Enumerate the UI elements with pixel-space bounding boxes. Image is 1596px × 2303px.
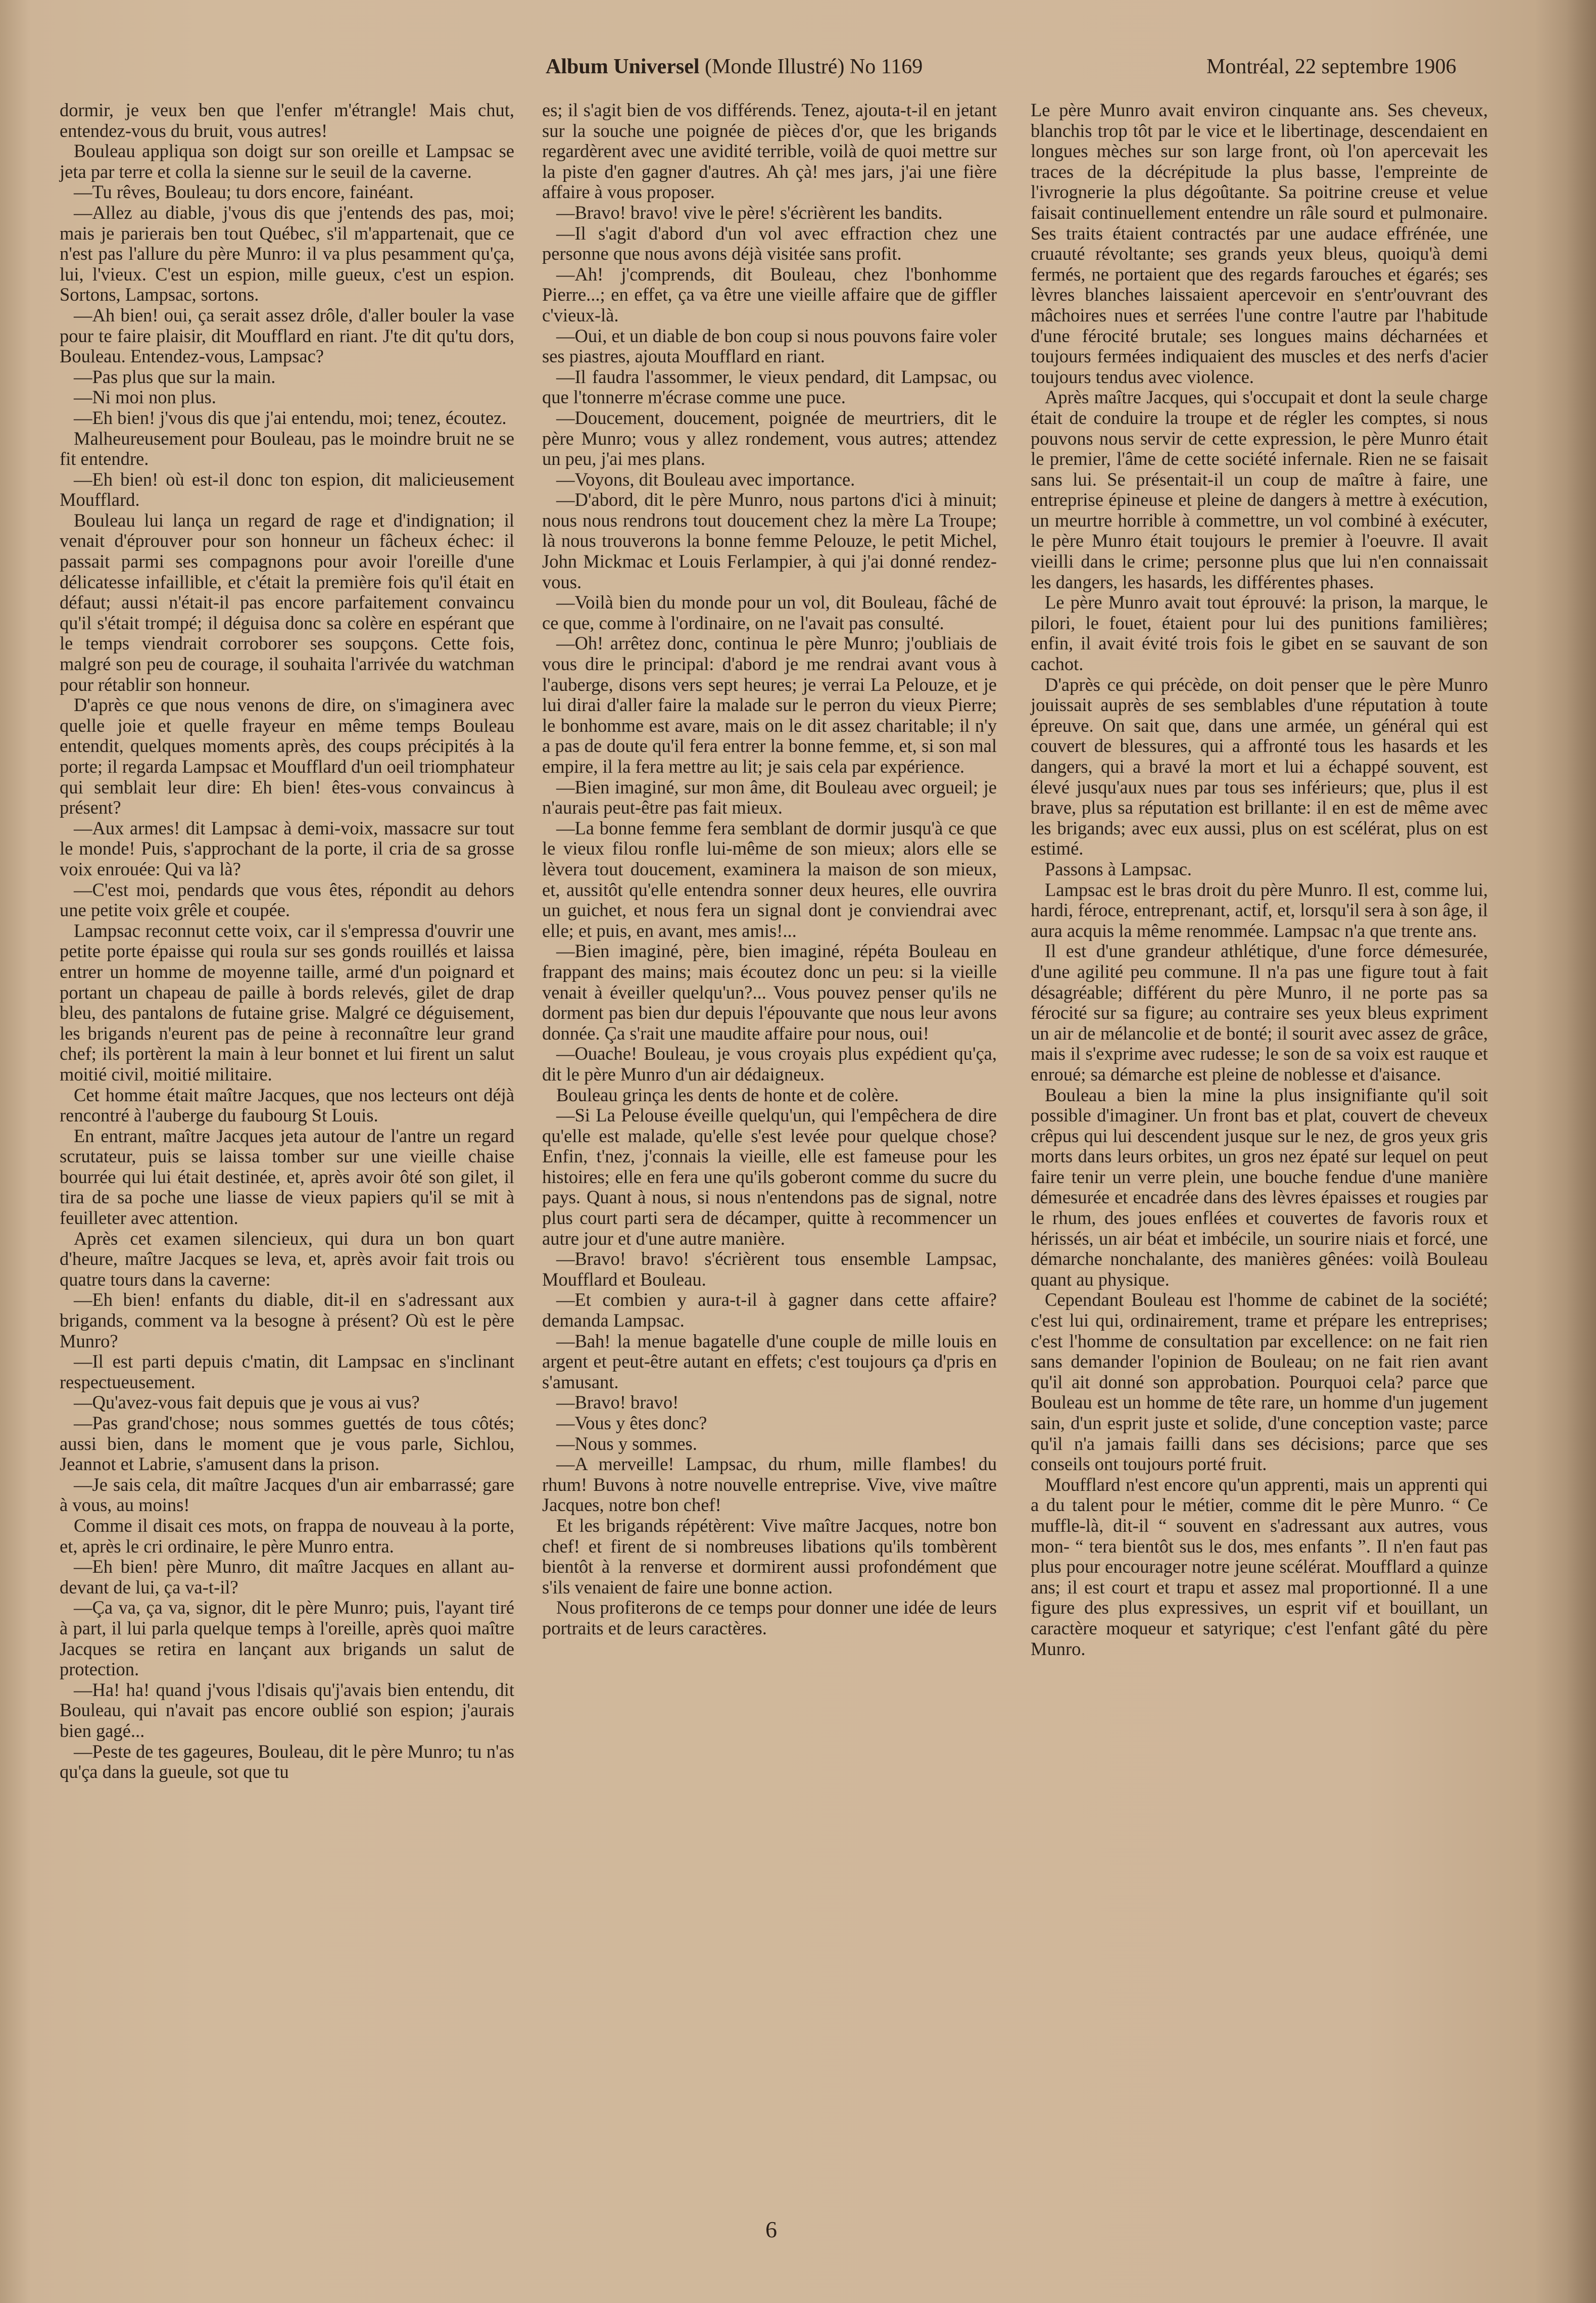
- page-number: 6: [765, 2217, 777, 2242]
- paragraph: D'après ce qui précède, on doit penser que le père Munro jouissait auprès de ses semblables d'une réputation à toute épreuve. On sait que, dans une armée, un général qui est couvert de blessures, qui a affronté tous les hasards et les dangers, qui a bravé la mort et lui a échappé souvent, est élevé jusqu'aux nues par tous ses inférieurs; que, plus il est brave, plus sa réputation est brillante: il en est de même avec les brigands; avec eux aussi, plus on est scélérat, plus on est estimé.: [1031, 674, 1488, 859]
- paragraph: —Bien imaginé, sur mon âme, dit Bouleau avec orgueil; je n'aurais peut-être pas fait mieux.: [542, 776, 997, 818]
- paragraph: Après maître Jacques, qui s'occupait et dont la seule charge était de conduire la troupe et de régler les comptes, si nous pouvons nous servir de cette expression, le père Munro était le premier, l'âme de cette société infernale. Rien ne se faisait sans lui. Se présentait-il un coup de maître à faire, une entreprise épineuse et pleine de dangers à mettre à exécution, un meurtre horrible à commettre, un vol combiné à exécuter, le père Munro était toujours le premier à l'oeuvre. Il avait vieilli dans le crime; personne plus que lui n'en connaissait les dangers, les hasards, les différentes phases.: [1031, 387, 1488, 592]
- paragraph: Lampsac reconnut cette voix, car il s'empressa d'ouvrir une petite porte épaisse qui roula sur ses gonds rouillés et laissa entrer un homme de moyenne taille, armé d'un poignard et portant un chapeau de paille à bords relevés, gilet de drap bleu, des pantalons de futaine grise. Malgré ce déguisement, les brigands n'eurent pas de peine à reconnaître leur grand chef; ils portèrent la main à leur bonnet et lui firent un salut moitié civil, moitié militaire.: [60, 920, 514, 1085]
- paragraph: —Et combien y aura-t-il à gagner dans cette affaire? demanda Lampsac.: [542, 1289, 997, 1331]
- paragraph: —Si La Pelouse éveille quelqu'un, qui l'empêchera de dire qu'elle est malade, qu'elle s'est levée pour quelque chose? Enfin, t'nez, j'connais la vieille, elle est fameuse pour les histoires; elle en fera une qu'ils goberont comme du sucre du pays. Quant à nous, si nous n'entendons pas de signal, notre plus court parti sera de décamper, quitte à recommencer un autre jour et d'une autre manière.: [542, 1105, 997, 1249]
- paragraph: Après cet examen silencieux, qui dura un bon quart d'heure, maître Jacques se leva, et, après avoir fait trois ou quatre tours dans la caverne:: [60, 1228, 514, 1290]
- paragraph: —A merveille! Lampsac, du rhum, mille flambes! du rhum! Buvons à notre nouvelle entreprise. Vive, vive maître Jacques, notre bon chef!: [542, 1453, 997, 1516]
- paragraph: —Oh! arrêtez donc, continua le père Munro; j'oubliais de vous dire le principal: d'abord je me rendrai avant vous à l'auberge, disons vers sept heures; je verrai La Pelouze, et je lui dirai d'aller faire la malade sur le perron du vieux Pierre; le bonhomme est avare, mais on le dit assez charitable; il n'y a pas de doute qu'il fera entrer la bonne femme, et, si son mal empire, il la fera mettre au lit; je sais cela par expérience.: [542, 633, 997, 777]
- paragraph: —Voyons, dit Bouleau avec importance.: [556, 468, 855, 490]
- paragraph: Comme il disait ces mots, on frappa de nouveau à la porte, et, après le cri ordinaire, le père Munro entra.: [60, 1515, 514, 1557]
- paragraph: —Il faudra l'assommer, le vieux pendard, dit Lampsac, ou que l'tonnerre m'écrase comme une puce.: [542, 366, 997, 408]
- paragraph: Lampsac est le bras droit du père Munro. Il est, comme lui, hardi, féroce, entreprenant, actif, et, lorsqu'il sera à son âge, il aura acquis la même renommée. Lampsac n'a que trente ans.: [1031, 879, 1488, 941]
- paragraph: Bouleau appliqua son doigt sur son oreille et Lampsac se jeta par terre et colla la sienne sur le seuil de la caverne.: [60, 140, 514, 182]
- paragraph: Bouleau lui lança un regard de rage et d'indignation; il venait d'éprouver pour son honneur un fâcheux échec: il passait parmi ses compagnons pour avoir l'oreille d'une délicatesse infaillible, et c'était la première fois qu'il était en défaut; aussi n'était-il pas encore parfaitement convaincu qu'il s'était trompé; il déguisa donc sa colère en espérant que le temps viendrait corroborer ses soupçons. Cette fois, malgré son peu de courage, il souhaita l'arrivée du watchman pour rétablir son honneur.: [60, 509, 514, 695]
- paragraph: —Je sais cela, dit maître Jacques d'un air embarrassé; gare à vous, au moins!: [60, 1474, 514, 1516]
- paragraph: —Bravo! bravo! s'écrièrent tous ensemble Lampsac, Moufflard et Bouleau.: [542, 1248, 997, 1290]
- paragraph: —Eh bien! j'vous dis que j'ai entendu, moi; tenez, écoutez.: [74, 407, 507, 428]
- publication-title: Album Universel: [546, 55, 700, 78]
- paragraph: Cependant Bouleau est l'homme de cabinet de la société; c'est lui qui, ordinairement, trame et prépare les entreprises; c'est l'homme de consultation par excellence: on ne fait rien sans demander l'opinion de Bouleau; on ne fait rien avant qu'il ait donné son approbation. Pourquoi cela? parce que Bouleau est un homme de tête rare, un homme d'un jugement sain, d'un esprit juste et solide, d'une conception vaste; parce qu'il n'a jamais failli dans ses décisions; parce que ses conseils ont toujours porté fruit.: [1031, 1289, 1488, 1475]
- paragraph: —Ouache! Bouleau, je vous croyais plus expédient qu'ça, dit le père Munro d'un air dédaigneux.: [542, 1043, 997, 1085]
- paragraph: Et les brigands répétèrent: Vive maître Jacques, notre bon chef! et firent de si nombreuses libations qu'ils tombèrent bientôt à la renverse et dormirent aussi profondément que s'ils venaient de faire une bonne action.: [542, 1515, 997, 1597]
- paragraph: Passons à Lampsac.: [1045, 858, 1192, 879]
- paragraph: —Peste de tes gageures, Bouleau, dit le père Munro; tu n'as qu'ça dans la gueule, sot que tu: [60, 1741, 514, 1782]
- paragraph: —D'abord, dit le père Munro, nous partons d'ici à minuit; nous nous rendrons tout doucement chez la mère La Troupe; là nous trouverons la bonne femme Pelouze, le petit Michel, John Mickmac et Louis Ferlampier, à qui j'ai donné rendez-vous.: [542, 489, 997, 592]
- paragraph: —Oui, et un diable de bon coup si nous pouvons faire voler ses piastres, ajouta Moufflard en riant.: [542, 325, 997, 367]
- paragraph: —Il est parti depuis c'matin, dit Lampsac en s'inclinant respectueusement.: [60, 1351, 514, 1392]
- paragraph: —Pas grand'chose; nous sommes guettés de tous côtés; aussi bien, dans le moment que je vous parle, Sichlou, Jeannot et Labrie, s'amusent dans la prison.: [60, 1413, 514, 1475]
- paragraph: es; il s'agit bien de vos différends. Tenez, ajouta-t-il en jetant sur la souche une poignée de pièces d'or, que les brigands regardèrent avec une avidité terrible, voilà de quoi mettre sur la piste d'en gagner d'autres. Ah çà! mes jars, j'ai une fière affaire à vous proposer.: [542, 100, 997, 203]
- paragraph: —Voilà bien du monde pour un vol, dit Bouleau, fâché de ce que, comme à l'ordinaire, on ne l'avait pas consulté.: [542, 592, 997, 633]
- paragraph: —Bravo! bravo!: [556, 1392, 679, 1413]
- paragraph: —Eh bien! où est-il donc ton espion, dit malicieusement Moufflard.: [60, 468, 514, 510]
- paragraph: —Ah bien! oui, ça serait assez drôle, d'aller bouler la vase pour te faire plaisir, dit Moufflard en riant. J'te dit qu'tu dors, Bouleau. Entendez-vous, Lampsac?: [60, 304, 514, 367]
- paragraph: —Eh bien! père Munro, dit maître Jacques en allant au-devant de lui, ça va-t-il?: [60, 1556, 514, 1597]
- paragraph: Il est d'une grandeur athlétique, d'une force démesurée, d'une agilité peu commune. Il n'a pas une figure tout à fait désagréable; différent du père Munro, il ne porte pas sa férocité sur sa figure; au contraire ses yeux bleus expriment un air de mélancolie et de bonté; il sourit avec assez de grâce, mais il s'exprime avec rudesse; le son de sa voix est rauque et enroué; sa démarche est pleine de noblesse et d'aisance.: [1031, 941, 1488, 1085]
- page-header: [0, 55, 1596, 85]
- paragraph: Nous profiterons de ce temps pour donner une idée de leurs portraits et de leurs caractères.: [542, 1597, 997, 1638]
- text-column-3: [1031, 100, 1488, 1659]
- paragraph: —Allez au diable, j'vous dis que j'entends des pas, moi; mais je parierais ben tout Québec, s'il m'appartenait, que ce n'est pas l'allure du père Munro: il va plus pesamment qu'ça, lui, l'vieux. C'est un espion, mille gueux, c'est un espion. Sortons, Lampsac, sortons.: [60, 202, 514, 305]
- text-column-1: [60, 100, 514, 1782]
- paragraph: dormir, je veux ben que l'enfer m'étrangle! Mais chut, entendez-vous du bruit, vous autres!: [60, 100, 514, 141]
- paragraph: —Ni moi non plus.: [74, 387, 216, 408]
- paragraph: —Vous y êtes donc?: [556, 1413, 707, 1433]
- paragraph: D'après ce que nous venons de dire, on s'imaginera avec quelle joie et quelle frayeur en même temps Bouleau entendit, quelques moments après, des coups précipités à la porte; il regarda Lampsac et Moufflard d'un oeil triomphateur qui semblait leur dire: Eh bien! êtes-vous convaincus à présent?: [60, 694, 514, 818]
- paragraph: —Ha! ha! quand j'vous l'disais qu'j'avais bien entendu, dit Bouleau, qui n'avait pas encore oublié son espion; j'aurais bien gagé...: [60, 1679, 514, 1741]
- text-column-2: [542, 100, 997, 1639]
- paragraph: En entrant, maître Jacques jeta autour de l'antre un regard scrutateur, puis se laissa tomber sur une vieille chaise bourrée qui lui était destinée, et, après avoir ôté son gilet, il tira de sa poche une liasse de vieux papiers qu'il se mit à feuilleter avec attention.: [60, 1125, 514, 1229]
- paragraph: Bouleau a bien la mine la plus insignifiante qu'il soit possible d'imaginer. Un front bas et plat, couvert de cheveux crêpus qui lui descendent jusque sur le nez, de gros yeux gris morts dans leurs orbites, un gros nez épaté sur lequel on peut faire tenir un verre plein, une bouche fendue d'une manière démesurée et encadrée dans des lèvres épaisses et rougies par le rhum, des joues enflées et couvertes de favoris roux et hérissés, un air béat et imbécile, un sourire niais et forcé, une démarche nonchalante, des manières gênées: voilà Bouleau quant au physique.: [1031, 1084, 1488, 1290]
- paragraph: Bouleau grinça les dents de honte et de colère.: [556, 1084, 899, 1105]
- paragraph: —Tu rêves, Bouleau; tu dors encore, fainéant.: [74, 181, 414, 203]
- paragraph: Malheureusement pour Bouleau, pas le moindre bruit ne se fit entendre.: [60, 428, 514, 469]
- masthead: [546, 55, 923, 79]
- paragraph: —Pas plus que sur la main.: [74, 366, 276, 387]
- paragraph: —C'est moi, pendards que vous êtes, répondit au dehors une petite voix grêle et coupée.: [60, 879, 514, 921]
- paragraph: —Ça va, ça va, signor, dit le père Munro; puis, l'ayant tiré à part, il lui parla quelque temps à l'oreille, après quoi maître Jacques se retira en lançant aux brigands un salut de protection.: [60, 1597, 514, 1680]
- paragraph: —Eh bien! enfants du diable, dit-il en s'adressant aux brigands, comment va la besogne à présent? Où est le père Munro?: [60, 1289, 514, 1351]
- paragraph: Moufflard n'est encore qu'un apprenti, mais un apprenti qui a du talent pour le métier, comme dit le père Munro. “ Ce muffle-là, dit-il “ souvent en s'adressant aux autres, vous mon- “ tera bientôt sus le dos, mes enfants ”. Il n'en faut pas plus pour encourager notre jeune scélérat. Moufflard a quinze ans; il est court et trapu et assez mal proportionné. Il a une figure des plus expressives, un esprit vif et bouillant, un caractère moqueur et satyrique; c'est l'enfant gâté du père Munro.: [1031, 1474, 1488, 1659]
- issue-date: Montréal, 22 septembre 1906: [1206, 55, 1457, 78]
- paragraph: —Bien imaginé, père, bien imaginé, répéta Bouleau en frappant des mains; mais écoutez donc un peu: si la vieille venait à éveiller quelqu'un?... Vous pouvez penser qu'ils ne dorment pas bien dur depuis l'épouvante que nous leur avons donnée. Ça s'rait une maudite affaire pour nous, oui!: [542, 941, 997, 1044]
- paragraph: —Bah! la menue bagatelle d'une couple de mille louis en argent et peut-être autant en effets; c'est toujours ça d'pris en s'amusant.: [542, 1330, 997, 1392]
- paragraph: —Ah! j'comprends, dit Bouleau, chez l'bonhomme Pierre...; en effet, ça va être une vieille affaire que de giffler c'vieux-là.: [542, 263, 997, 325]
- paragraph: —Qu'avez-vous fait depuis que je vous ai vus?: [74, 1392, 420, 1413]
- paragraph: —Aux armes! dit Lampsac à demi-voix, massacre sur tout le monde! Puis, s'approchant de la porte, il cria de sa grosse voix enrouée: Qui va là?: [60, 817, 514, 879]
- paragraph: —Bravo! bravo! vive le père! s'écrièrent les bandits.: [556, 202, 943, 223]
- paragraph: Le père Munro avait environ cinquante ans. Ses cheveux, blanchis trop tôt par le vice et le libertinage, descendaient en longues mèches sur son large front, où l'on apercevait les traces de la décrépitude la plus basse, l'empreinte de l'ivrognerie la plus dégoûtante. Sa poitrine creuse et velue faisait continuellement entendre un râle sourd et pulmonaire. Ses traits étaient contractés par une audace effrénée, une cruauté révoltante; ses grands yeux bleus, quoiqu'à demi fermés, ne portaient que des regards farouches et égarés; ses lèvres blanches laissaient apercevoir en s'entr'ouvrant des mâchoires nues et serrées l'une contre l'autre par l'habitude d'une férocité brutale; ses longues mains décharnées et toujours fermées indiquaient des muscles et des nerfs d'acier toujours tendus avec violence.: [1031, 100, 1488, 387]
- paragraph: Le père Munro avait tout éprouvé: la prison, la marque, le pilori, le fouet, étaient pour lui des punitions familières; enfin, il avait évité trois fois le gibet en se sauvant de son cachot.: [1031, 592, 1488, 675]
- publication-subtitle: (Monde Illustré) No 1169: [705, 55, 923, 78]
- paragraph: —Doucement, doucement, poignée de meurtriers, dit le père Munro; vous y allez rondement, vous autres; attendez un peu, j'ai mes plans.: [542, 407, 997, 469]
- paragraph: Cet homme était maître Jacques, que nos lecteurs ont déjà rencontré à l'auberge du faubourg St Louis.: [60, 1084, 514, 1126]
- paragraph: —Il s'agit d'abord d'un vol avec effraction chez une personne que nous avons déjà visitée sans profit.: [542, 222, 997, 264]
- paragraph: —La bonne femme fera semblant de dormir jusqu'à ce que le vieux filou ronfle lui-même de son mieux; alors elle se lèvera tout doucement, examinera la maison de son mieux, et, aussitôt qu'elle entendra sonner deux heures, elle ouvrira un guichet, et nous fera un signal dont je conviendrai avec elle; et puis, en avant, mes amis!...: [542, 817, 997, 941]
- paragraph: —Nous y sommes.: [556, 1433, 697, 1454]
